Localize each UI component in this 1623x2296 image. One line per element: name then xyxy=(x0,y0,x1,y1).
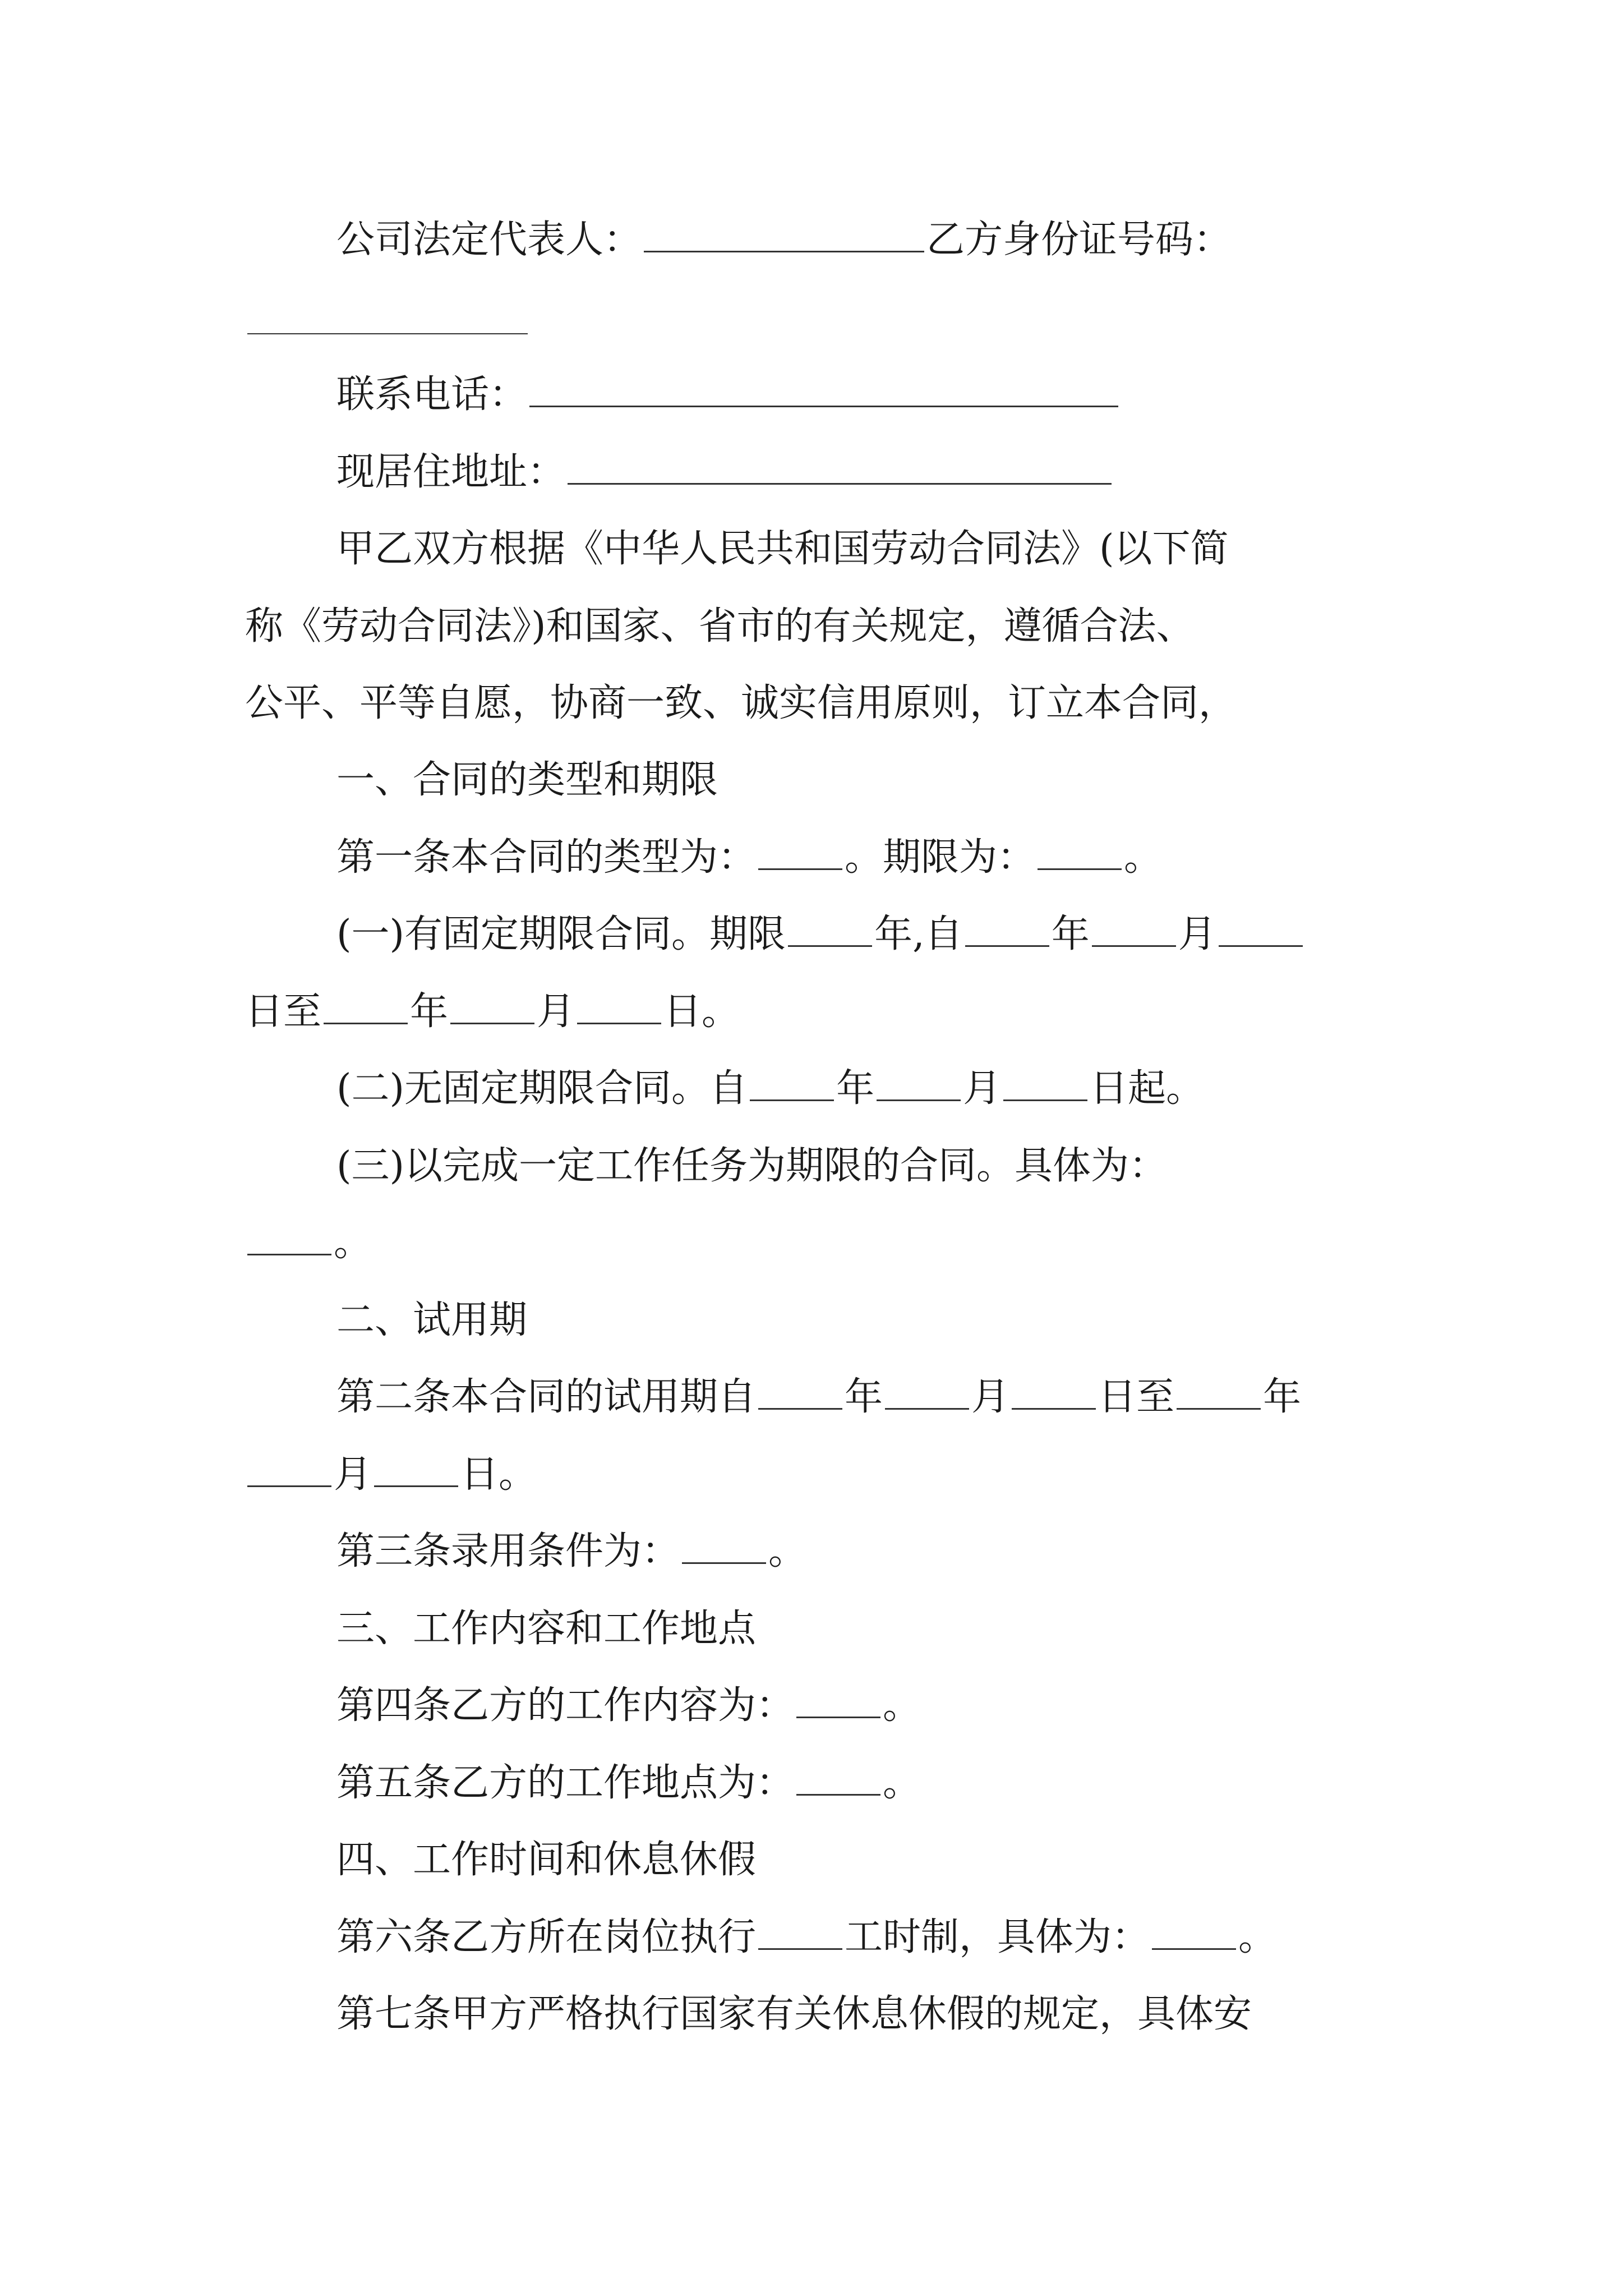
item-1-line-2 xyxy=(245,990,740,1034)
id-number-label: 乙方身份证号码： xyxy=(926,218,1232,262)
address-label: 现居住地址： xyxy=(336,450,566,494)
item-2-text-a: (二)无固定期限合同。自 xyxy=(336,1066,748,1111)
item-3-line-1: (三)以完成一定工作任务为期限的合同。具体为： xyxy=(336,1144,1168,1188)
address-blank xyxy=(568,461,1112,485)
item-3-line-2 xyxy=(245,1221,372,1265)
hiring-conditions-blank xyxy=(682,1540,766,1564)
intro-line-3: 公平、平等自愿，协商一致、诚实信用原则，订立本合同， xyxy=(245,681,1237,725)
item-2-text-d: 日起。 xyxy=(1090,1066,1205,1111)
working-hours-detail-blank xyxy=(1152,1926,1236,1950)
probation-end-month-blank xyxy=(247,1463,331,1487)
article-1 xyxy=(336,835,1163,880)
article-1-text-c: 。 xyxy=(1124,835,1163,880)
article-1-text-a: 第一条本合同的类型为： xyxy=(336,835,757,880)
probation-end-day-blank xyxy=(374,1463,458,1487)
id-number-blank xyxy=(247,305,528,334)
section-4-heading: 四、工作时间和休息休假 xyxy=(336,1838,757,1882)
article-2-line-1 xyxy=(336,1375,1302,1419)
article-1-text-b: 。期限为： xyxy=(845,835,1036,880)
item-1-years-blank xyxy=(788,923,872,947)
probation-start-year-blank xyxy=(758,1386,842,1410)
item-3-detail-blank xyxy=(247,1231,331,1255)
section-3-heading: 三、工作内容和工作地点 xyxy=(336,1607,757,1651)
phone-label: 联系电话： xyxy=(336,372,528,417)
item-1-text-g: 月 xyxy=(537,990,575,1034)
article-4-text-a: 第四条乙方的工作内容为： xyxy=(336,1683,795,1728)
item-2-month-blank xyxy=(877,1077,961,1101)
item-1-start-day-blank xyxy=(1219,923,1303,947)
article-5-text-b: 。 xyxy=(883,1761,921,1805)
item-1-start-year-blank xyxy=(965,923,1049,947)
intro-line-1: 甲乙双方根据《中华人民共和国劳动合同法》(以下简 xyxy=(336,527,1229,571)
term-blank xyxy=(1038,846,1122,870)
article-3 xyxy=(336,1529,807,1573)
item-1-end-month-blank xyxy=(450,1000,534,1024)
item-1-line-1 xyxy=(336,912,1305,956)
article-2-text-e: 年 xyxy=(1263,1375,1302,1419)
item-2 xyxy=(336,1066,1205,1111)
item-1-text-d: 月 xyxy=(1178,912,1216,956)
article-2-text-a: 第二条本合同的试用期自 xyxy=(336,1375,757,1419)
article-7: 第七条甲方严格执行国家有关休息休假的规定，具体安 xyxy=(336,1992,1252,2036)
article-3-text-a: 第三条录用条件为： xyxy=(336,1529,680,1573)
address-line xyxy=(336,450,1114,494)
probation-start-month-blank xyxy=(885,1386,969,1410)
section-1-heading: 一、合同的类型和期限 xyxy=(336,758,718,802)
item-1-text-b: 年,自 xyxy=(874,912,963,956)
item-1-start-month-blank xyxy=(1092,923,1176,947)
article-6 xyxy=(336,1915,1277,1959)
article-2-text-c: 月 xyxy=(971,1375,1010,1419)
article-5 xyxy=(336,1761,921,1805)
rep-id-line xyxy=(336,218,1232,262)
article-6-text-b: 工时制，具体为： xyxy=(845,1915,1150,1959)
id-number-line xyxy=(245,303,530,341)
item-1-text-a: (一)有固定期限合同。期限 xyxy=(336,912,786,956)
article-2-line-2 xyxy=(245,1452,537,1497)
article-2-text-g: 日。 xyxy=(460,1452,537,1497)
phone-line xyxy=(336,372,1121,417)
item-1-text-h: 日。 xyxy=(663,990,740,1034)
section-2-heading: 二、试用期 xyxy=(336,1298,528,1342)
item-2-day-blank xyxy=(1003,1077,1087,1101)
article-3-text-b: 。 xyxy=(768,1529,807,1573)
item-2-year-blank xyxy=(750,1077,834,1101)
work-location-blank xyxy=(796,1772,880,1796)
item-3-text-b: 。 xyxy=(334,1221,372,1265)
intro-line-2: 称《劳动合同法》)和国家、省市的有关规定，遵循合法、 xyxy=(245,604,1195,648)
working-hours-system-blank xyxy=(758,1926,842,1950)
item-2-text-b: 年 xyxy=(836,1066,875,1111)
article-2-text-d: 日至 xyxy=(1098,1375,1175,1419)
article-2-text-b: 年 xyxy=(845,1375,883,1419)
article-6-text-c: 。 xyxy=(1238,1915,1277,1959)
item-2-text-c: 月 xyxy=(963,1066,1002,1111)
probation-end-year-blank xyxy=(1177,1386,1261,1410)
item-1-end-day-blank xyxy=(577,1000,661,1024)
phone-blank xyxy=(529,383,1118,407)
item-1-text-c: 年 xyxy=(1051,912,1090,956)
article-4-text-b: 。 xyxy=(883,1683,921,1728)
article-2-text-f: 月 xyxy=(334,1452,372,1497)
legal-rep-label: 公司法定代表人： xyxy=(336,218,642,262)
legal-rep-blank xyxy=(644,228,924,252)
article-4 xyxy=(336,1683,921,1728)
probation-start-day-blank xyxy=(1012,1386,1096,1410)
article-6-text-a: 第六条乙方所在岗位执行 xyxy=(336,1915,757,1959)
article-5-text-a: 第五条乙方的工作地点为： xyxy=(336,1761,795,1805)
job-content-blank xyxy=(796,1694,880,1718)
item-1-text-e: 日至 xyxy=(245,990,322,1034)
item-1-end-year-blank xyxy=(324,1000,408,1024)
item-1-text-f: 年 xyxy=(410,990,449,1034)
contract-type-blank xyxy=(758,846,842,870)
